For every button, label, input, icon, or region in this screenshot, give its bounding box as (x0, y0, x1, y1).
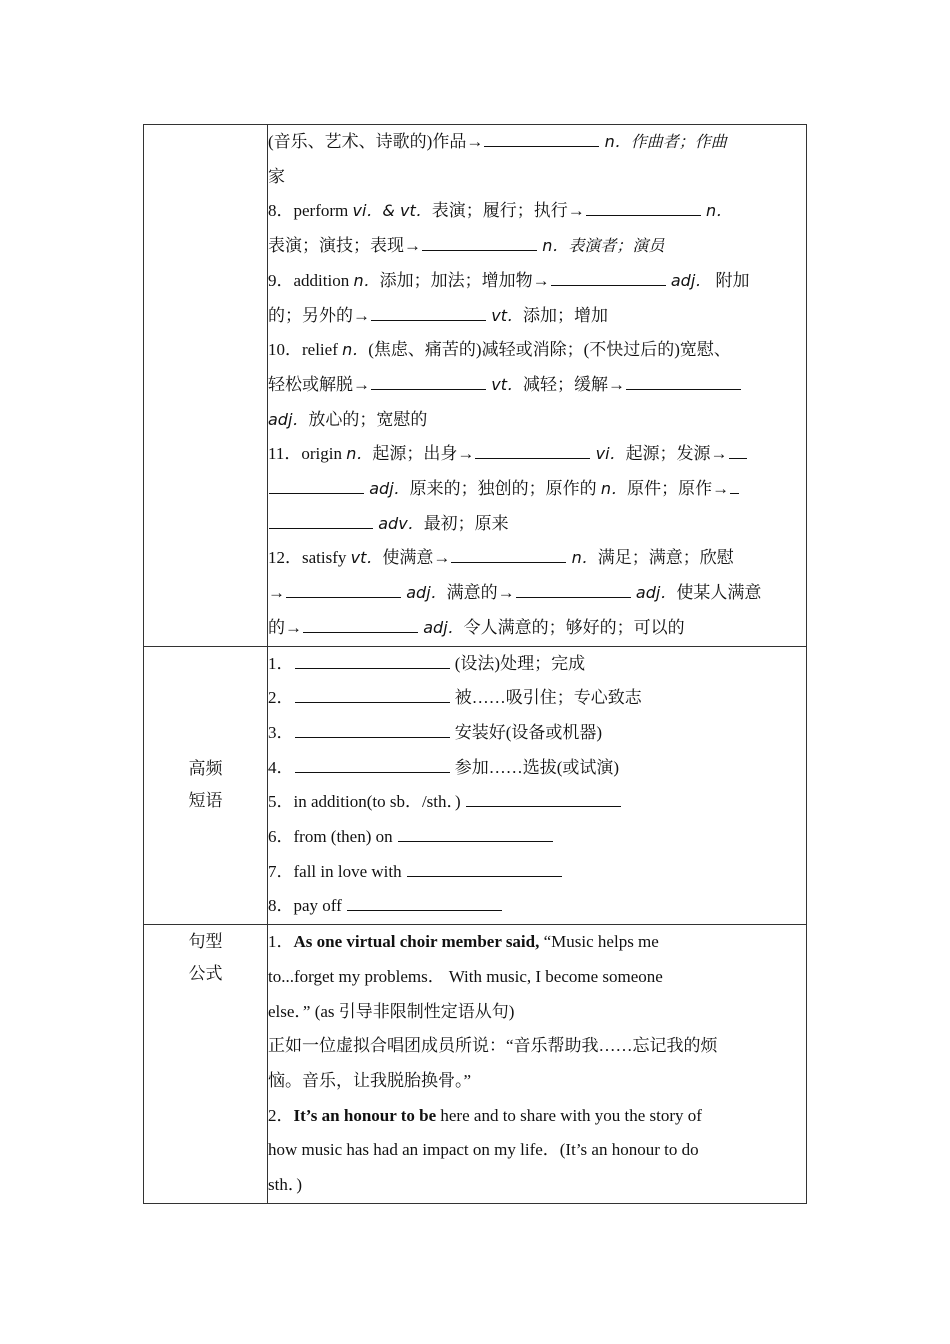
list-item (268, 160, 806, 195)
text: 家 (268, 166, 285, 186)
list-item (268, 1029, 806, 1064)
list-item (268, 541, 806, 576)
text: 10．relief (268, 340, 338, 360)
answer-blank[interactable] (626, 372, 741, 390)
item-number: 1． (268, 653, 294, 673)
answer-blank[interactable] (295, 755, 450, 773)
item-number: 2． (268, 1105, 294, 1125)
answer-blank[interactable] (551, 268, 666, 286)
pos-tag: adj． (369, 479, 410, 499)
label-text: 句型 (188, 932, 223, 953)
list-item (268, 1168, 806, 1203)
label-text: 高频 (188, 759, 223, 780)
text: 表演；履行；执行→ (431, 201, 585, 221)
text: 恼。音乐，让我脱胎换骨。” (268, 1070, 472, 1090)
text: 添加；增加 (523, 305, 608, 325)
row-vocabulary (144, 125, 807, 647)
pos-tag: vi． (595, 444, 626, 464)
list-item (268, 716, 806, 751)
text: 满意的→ (446, 583, 515, 603)
text: else．” (as 引导非限制性定语从句) (268, 1001, 515, 1021)
list-item (268, 1064, 806, 1099)
answer-blank[interactable] (286, 580, 401, 598)
list-item (268, 368, 806, 403)
pos-tag: adj． (268, 409, 309, 429)
text: 8．perform (268, 201, 349, 221)
answer-blank[interactable] (371, 303, 486, 321)
list-item (268, 125, 806, 160)
answer-blank[interactable] (586, 198, 701, 216)
vocab-content (268, 125, 807, 647)
label-text: 公式 (188, 964, 223, 985)
answer-blank[interactable] (371, 372, 486, 390)
text: (焦虑、痛苦的)减轻或消除；(不快过后的)宽慰、 (368, 340, 731, 360)
text: 的；另外的→ (268, 305, 370, 325)
text: 放心的；宽慰的 (308, 409, 428, 429)
text: 满足；满意；欣慰 (597, 548, 734, 568)
answer-blank[interactable] (269, 511, 373, 529)
list-item (268, 647, 806, 682)
key-phrase: As one virtual choir member said, (293, 932, 540, 952)
list-item (268, 611, 806, 646)
text: 表演；演技；表现→ (268, 236, 421, 256)
text: 7．fall in love with (268, 861, 402, 881)
text: “Music helps me (543, 932, 659, 952)
answer-blank[interactable] (730, 476, 739, 494)
text: (音乐、艺术、诗歌的)作品→ (268, 132, 484, 151)
text: 原来的；独创的；原作的 (409, 479, 597, 499)
pos-tag: vt． (491, 374, 523, 394)
key-phrase: It’s an honour to be (293, 1105, 437, 1125)
list-item (268, 995, 806, 1030)
vocab-table (143, 124, 807, 1204)
answer-blank[interactable] (407, 859, 562, 877)
row-sentences (144, 925, 807, 1204)
list-item (268, 751, 806, 786)
text: 5．in addition(to sb．/sth．) (268, 792, 461, 812)
phrases-content (268, 646, 807, 925)
list-item (268, 855, 806, 890)
answer-blank[interactable] (269, 476, 364, 494)
list-item (268, 229, 806, 264)
pos-tag: n． (600, 479, 628, 499)
list-item (268, 960, 806, 995)
pos-tag: adj． (423, 617, 464, 637)
list-item (268, 785, 806, 820)
text: 12．satisfy (268, 548, 347, 568)
list-item (268, 403, 806, 438)
answer-blank[interactable] (295, 720, 450, 738)
row-label-phrases (144, 646, 268, 925)
text: 被……吸引住；专心致志 (454, 688, 642, 708)
answer-blank[interactable] (398, 824, 553, 842)
text: 参加……选拔(或试演) (454, 757, 620, 777)
list-item (268, 299, 806, 334)
list-item (268, 264, 806, 299)
item-number: 2． (268, 688, 294, 708)
answer-blank[interactable] (475, 441, 590, 459)
item-number: 4． (268, 757, 294, 777)
text: 正如一位虚拟合唱团成员所说：“音乐帮助我……忘记我的烦 (268, 1036, 718, 1056)
text: → (268, 583, 285, 603)
list-item (268, 194, 806, 229)
answer-blank[interactable] (303, 615, 418, 633)
list-item (268, 820, 806, 855)
text: 减轻；缓解→ (523, 374, 625, 394)
pos-tag: adj． (635, 583, 677, 603)
answer-blank[interactable] (516, 580, 631, 598)
list-item (268, 576, 806, 611)
text: 起源；发源→ (625, 444, 728, 464)
pos-tag: vi．& vt． (352, 201, 432, 221)
list-item (268, 925, 806, 960)
list-item (268, 507, 806, 542)
text: how music has had an impact on my life．(It’s an honour to do (268, 1140, 699, 1160)
text: 附加 (715, 270, 750, 290)
text: here and to share with you the story of (440, 1105, 702, 1125)
pos-tag: vt． (491, 305, 523, 325)
text: sth．) (268, 1175, 302, 1195)
list-item (268, 1133, 806, 1168)
list-item (268, 889, 806, 924)
text: 的→ (268, 617, 302, 637)
answer-blank[interactable] (295, 651, 450, 669)
text: 令人满意的；够好的；可以的 (463, 617, 685, 637)
pos-tag: adj． (670, 270, 712, 290)
pos-tag: adv． (378, 513, 424, 533)
text: 使某人满意 (676, 583, 762, 603)
item-number: 3． (268, 722, 294, 742)
pos-tag: n． (342, 340, 369, 360)
text: 轻松或解脱→ (268, 374, 370, 394)
answer-blank[interactable] (466, 789, 621, 807)
text: 原件；原作→ (627, 479, 730, 499)
row-label-sentences (144, 925, 268, 1204)
label-text: 短语 (188, 791, 223, 812)
text: (设法)处理；完成 (454, 653, 586, 673)
text: to...forget my problems． With music, I become someone (268, 966, 663, 986)
answer-blank[interactable] (451, 545, 566, 563)
answer-blank[interactable] (295, 685, 450, 703)
text: 9．addition (268, 270, 350, 290)
item-number: 1． (268, 932, 294, 952)
pos-tag: n． (571, 548, 598, 568)
pos-tag: n． (706, 201, 733, 221)
text: 安装好(设备或机器) (454, 722, 603, 742)
answer-blank[interactable] (422, 233, 537, 251)
text: 起源；出身→ (372, 444, 475, 464)
answer-blank[interactable] (729, 441, 747, 459)
text: 11．origin (268, 444, 342, 464)
list-item (268, 1099, 806, 1134)
text: n．作曲者；作曲 (604, 132, 727, 151)
pos-tag: vt． (350, 548, 383, 568)
text: 最初；原来 (423, 513, 509, 533)
answer-blank[interactable] (347, 893, 502, 911)
pos-tag: n． (346, 444, 373, 464)
row-phrases (144, 646, 807, 925)
list-item (268, 472, 806, 507)
row-label-empty (144, 125, 268, 647)
list-item (268, 681, 806, 716)
answer-blank[interactable] (484, 129, 599, 147)
text: 8．pay off (268, 896, 342, 916)
text: 6．from (then) on (268, 827, 393, 847)
list-item (268, 437, 806, 472)
text: n．表演者；演员 (542, 236, 665, 256)
text: 使满意→ (382, 548, 451, 568)
pos-tag: adj． (406, 583, 447, 603)
text: 添加；加法；增加物→ (379, 270, 550, 290)
sentences-content (268, 925, 807, 1204)
pos-tag: n． (353, 270, 380, 290)
list-item (268, 333, 806, 368)
